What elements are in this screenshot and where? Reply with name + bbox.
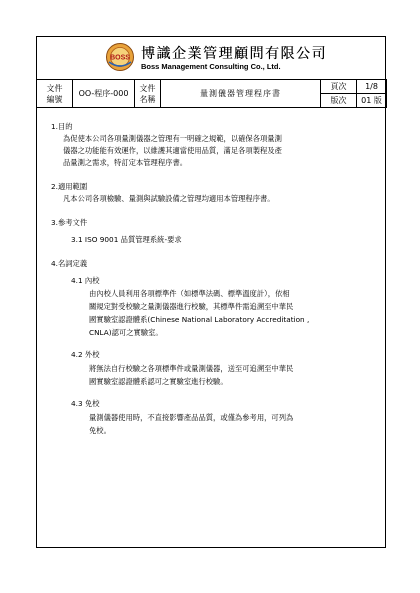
section-1-line-3: 品量測之需求，特訂定本管理程序書。: [63, 158, 188, 167]
company-logo: [105, 42, 135, 72]
page-label: 頁次: [321, 80, 357, 94]
version-value: 01 版: [357, 94, 387, 108]
section-4-title: 4.名詞定義: [51, 259, 88, 268]
section-3-1: 3.1 ISO 9001 品質管理系統-要求: [71, 235, 182, 244]
section-2-title: 2.適用範圍: [51, 182, 88, 191]
company-name-english: Boss Management Consulting Co., Ltd.: [141, 62, 281, 71]
section-1-title: 1.目的: [51, 122, 73, 131]
section-4-3-line-1: 量測儀器使用時，不直接影響產品品質，或僅為參考用，可列為: [89, 413, 294, 422]
section-4-2-line-2: 國實驗室認證體系認可之實驗室進行校驗。: [89, 377, 228, 386]
section-2-line-1: 凡本公司各項檢驗、量測與試驗設備之管理均適用本管理程序書。: [63, 194, 275, 203]
section-4-1-line-4: CNLA)認可之實驗室。: [89, 328, 163, 337]
section-4-1-line-3: 國實驗室認證體系(Chinese National Laboratory Accreditation ,: [89, 315, 310, 324]
doc-number-value: OO-程序-000: [73, 80, 135, 108]
section-4-1-title: 4.1 內校: [71, 276, 100, 285]
document-frame: [36, 36, 386, 548]
letterhead: [37, 37, 385, 79]
company-name-chinese: 博識企業管理顧問有限公司: [141, 46, 327, 62]
section-4-3-title: 4.3 免校: [71, 399, 100, 408]
section-4-2-line-1: 將無法自行校驗之各項標準件或量測儀器，送至可追溯至中華民: [89, 364, 294, 373]
doc-title: 量測儀器管理程序書: [161, 80, 321, 108]
section-4-3-line-2: 免校。: [89, 426, 111, 435]
svg-text:BOSS: BOSS: [110, 54, 130, 62]
section-4-1-line-1: 由內校人員利用各項標準件（如標準法碼、標準溫度計），依相: [89, 289, 290, 298]
doc-number-label: 文件 編號: [37, 80, 73, 108]
document-header-table: [36, 79, 387, 108]
doc-name-label: 文件 名稱: [135, 80, 161, 108]
section-1-line-2: 儀器之功能能有效運作，以維護其適當使用品質，滿足各項製程及產: [63, 146, 282, 155]
page-value: 1/8: [357, 80, 387, 94]
section-1-line-1: 為促使本公司各項量測儀器之管理有一明確之規範，以確保各項量測: [63, 134, 282, 143]
version-label: 版次: [321, 94, 357, 108]
section-4-1-line-2: 關規定對受校驗之量測儀器進行校驗，其標準件需追溯至中華民: [89, 302, 294, 311]
section-3-title: 3.參考文件: [51, 218, 88, 227]
section-4-2-title: 4.2 外校: [71, 350, 100, 359]
